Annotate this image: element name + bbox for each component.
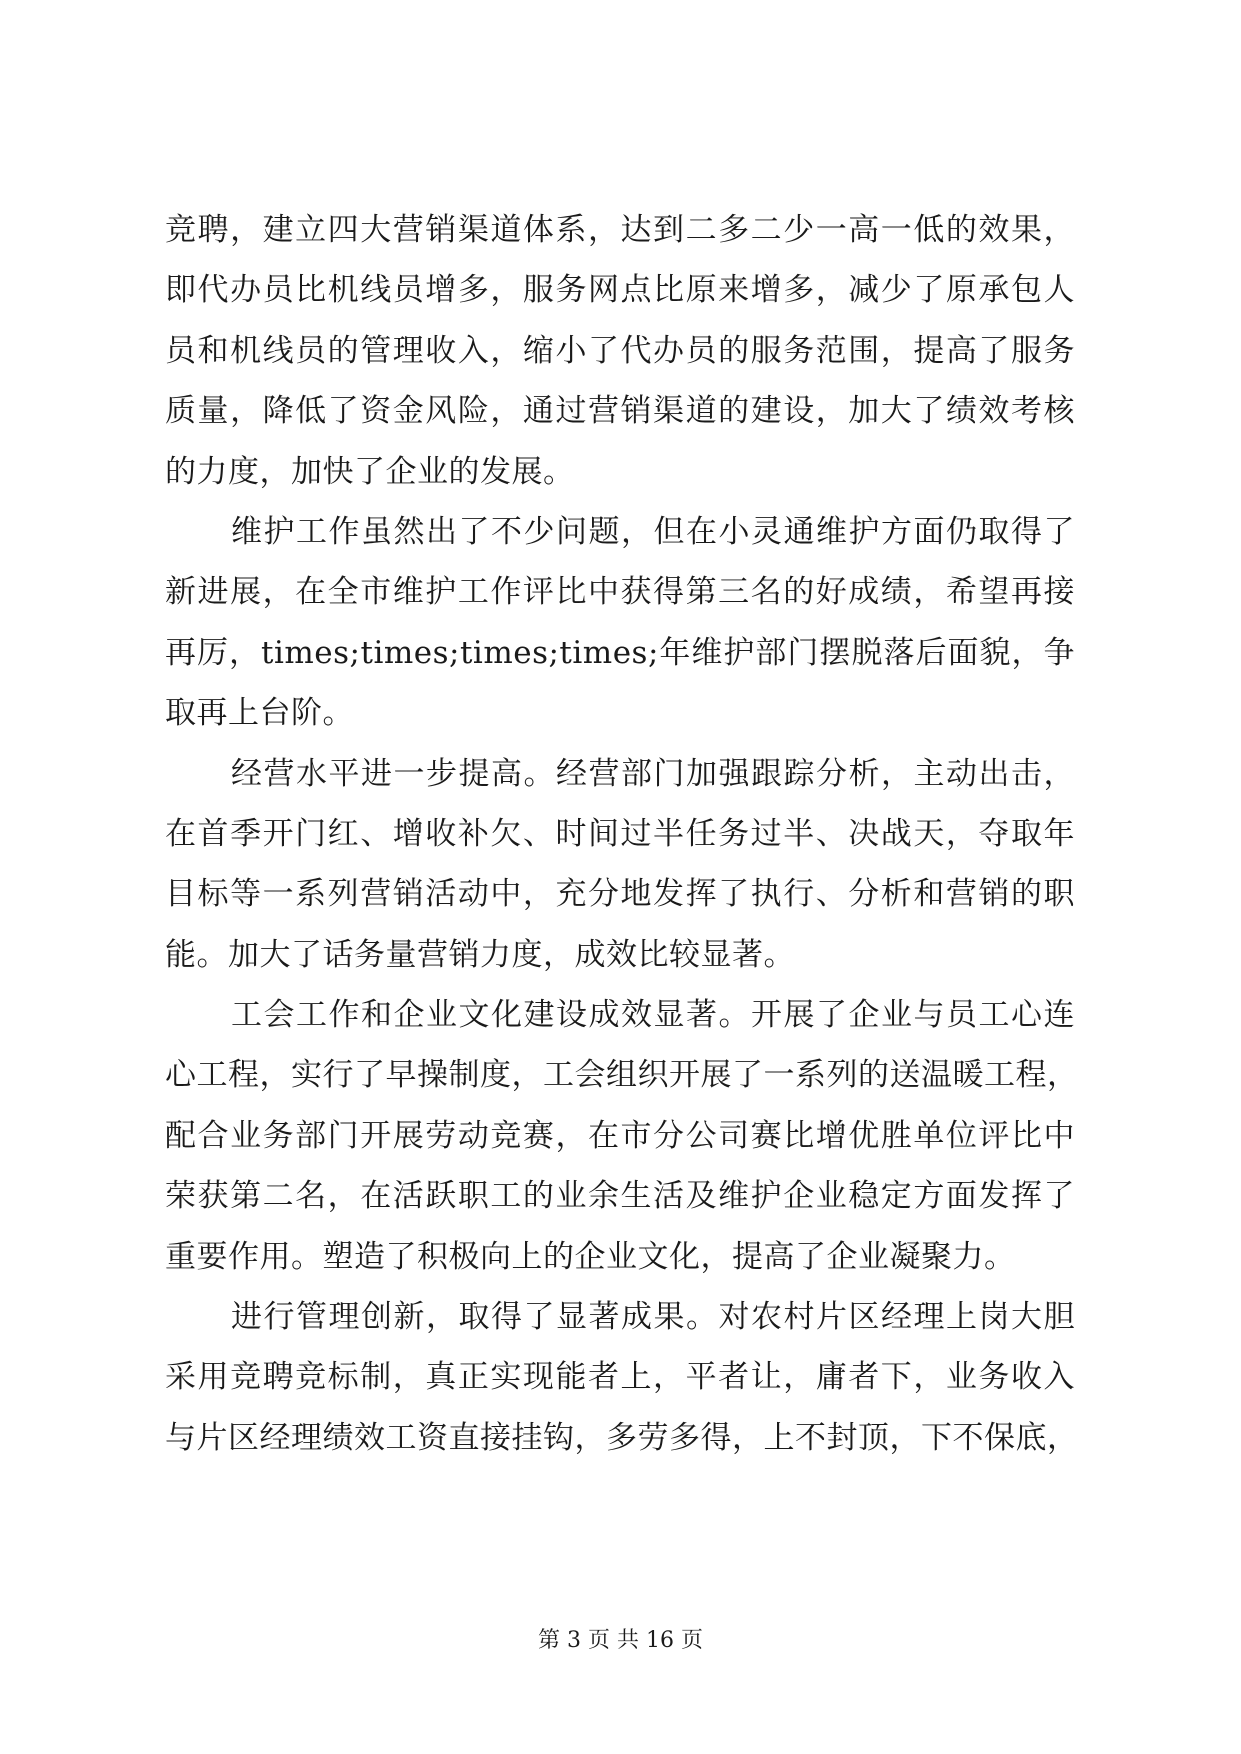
page-number-footer: 第 3 页 共 16 页	[538, 1628, 703, 1653]
text-line: 的力度，加快了企业的发展。	[165, 453, 575, 490]
text-line: 重要作用。塑造了积极向上的企业文化，提高了企业凝聚力。	[165, 1238, 1016, 1275]
text-line: 竞聘，建立四大营销渠道体系，达到二多二少一高一低的效果，	[165, 212, 1075, 248]
text-line: 采用竞聘竞标制，真正实现能者上，平者让，庸者下，业务收入	[165, 1359, 1075, 1396]
paragraph-first-line: 进行管理创新，取得了显著成果。对农村片区经理上岗大胆	[231, 1299, 1075, 1336]
body-text	[165, 200, 1079, 1468]
text-line: 与片区经理绩效工资直接挂钩，多劳多得，上不封顶，下不保底，	[165, 1419, 1079, 1456]
text-line: 荣获第二名，在活跃职工的业余生活及维护企业稳定方面发挥了	[165, 1178, 1075, 1215]
paragraph-first-line: 维护工作虽然出了不少问题，但在小灵通维护方面仍取得了	[231, 513, 1075, 550]
text-line: 取再上台阶。	[165, 695, 354, 732]
text-line: 即代办员比机线员增多，服务网点比原来增多，减少了原承包人	[165, 272, 1075, 309]
text-line: 新进展，在全市维护工作评比中获得第三名的好成绩，希望再接	[165, 574, 1075, 611]
text-line: 员和机线员的管理收入，缩小了代办员的服务范围，提高了服务	[165, 332, 1075, 369]
text-line: 心工程，实行了早操制度，工会组织开展了一系列的送温暖工程，	[165, 1057, 1079, 1094]
paragraph-first-line: 工会工作和企业文化建设成效显著。开展了企业与员工心连	[231, 997, 1075, 1034]
text-line: 配合业务部门开展劳动竞赛，在市分公司赛比增优胜单位评比中	[165, 1117, 1075, 1154]
text-line: 目标等一系列营销活动中，充分地发挥了执行、分析和营销的职	[165, 876, 1075, 913]
text-line: 能。加大了话务量营销力度，成效比较显著。	[165, 936, 795, 973]
text-line: 在首季开门红、增收补欠、时间过半任务过半、决战天，夺取年	[165, 815, 1075, 852]
text-line: 再厉，times;times;times;times;年维护部门摆脱落后面貌，争	[165, 634, 1075, 671]
paragraph-first-line: 经营水平进一步提高。经营部门加强跟踪分析，主动出击，	[231, 755, 1075, 792]
text-line: 质量，降低了资金风险，通过营销渠道的建设，加大了绩效考核	[165, 393, 1075, 430]
